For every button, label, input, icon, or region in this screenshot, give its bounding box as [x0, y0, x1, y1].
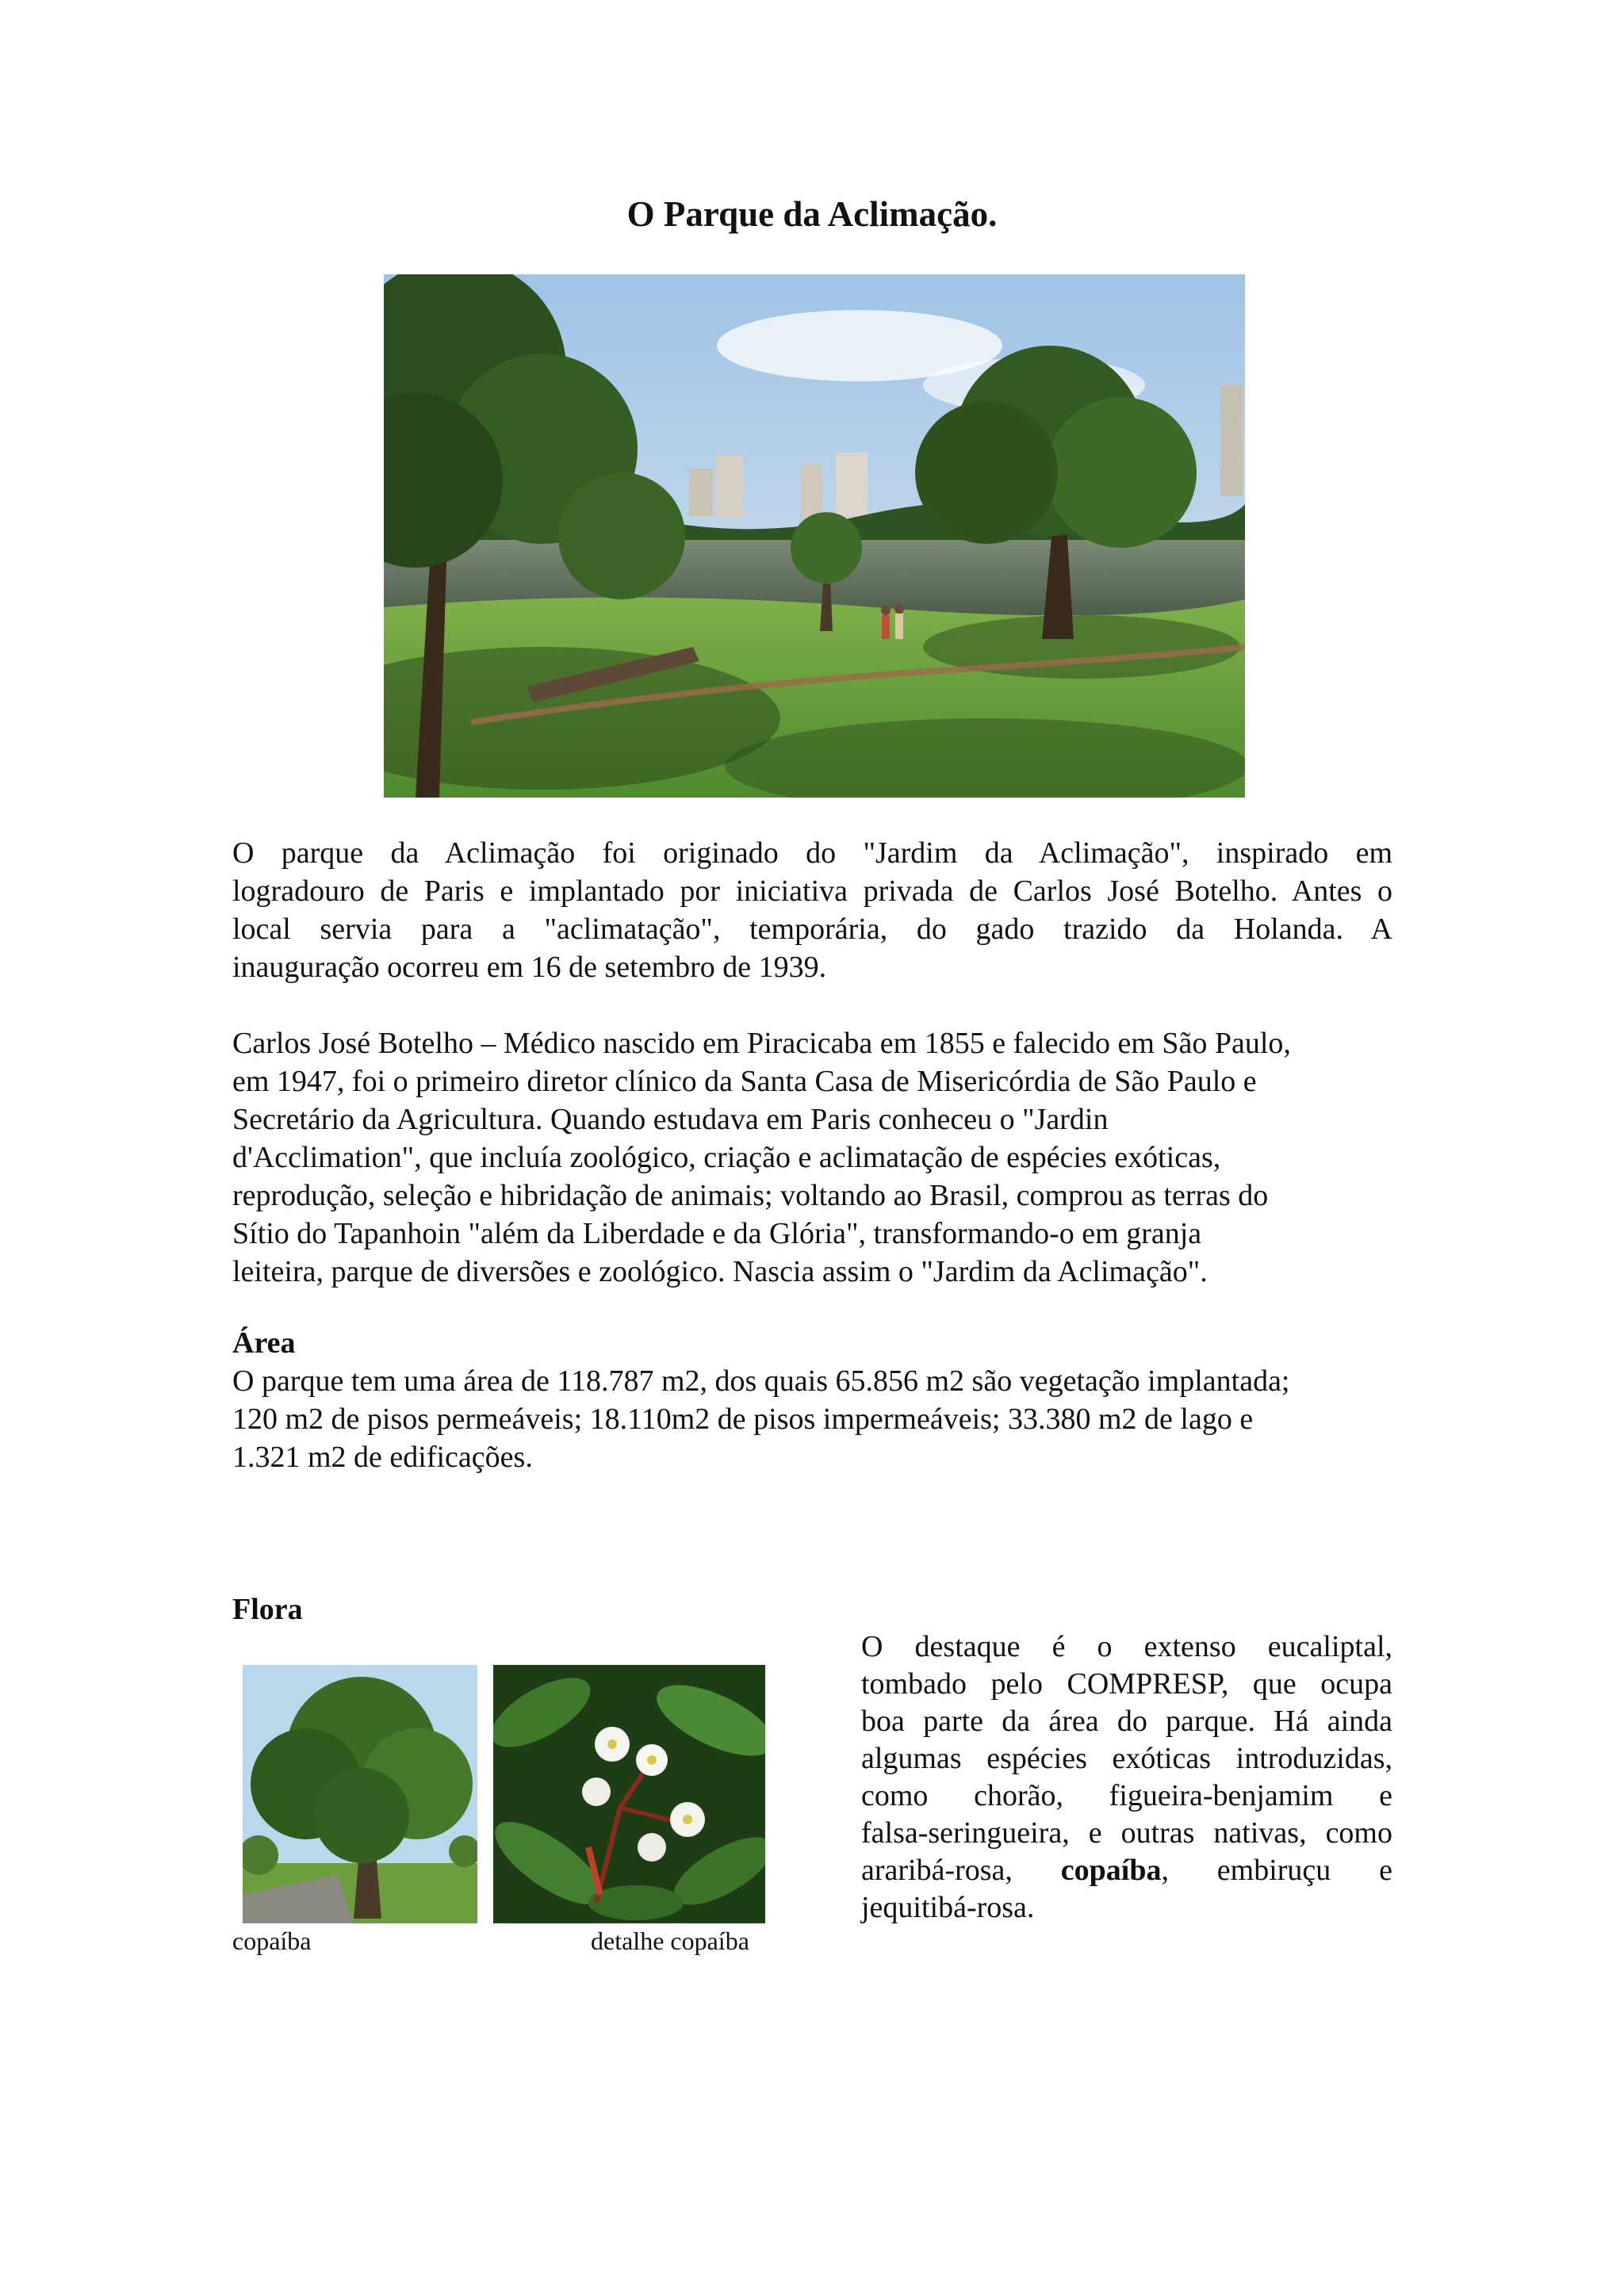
- caption-copaiba: copaíba: [232, 1927, 312, 1955]
- flora-line: jequitibá-rosa.: [861, 1891, 1035, 1924]
- flora-line: falsa-seringueira, e outras nativas, como: [861, 1816, 1392, 1850]
- flora-line: boa parte da área do parque. Há ainda: [861, 1705, 1392, 1738]
- botelho-paragraph: [232, 1024, 1392, 1291]
- park-photo: [384, 274, 1245, 798]
- copaiba-detail-photo: [493, 1665, 765, 1923]
- caption-detalhe-copaiba: detalhe copaíba: [591, 1927, 749, 1955]
- botelho-line: d'Acclimation", que incluía zoológico, criação e aclimatação de espécies exóticas,: [232, 1141, 1221, 1174]
- intro-line: logradouro de Paris e implantado por iniciativa privada de Carlos José Botelho. Antes o: [232, 874, 1392, 908]
- botelho-line: reprodução, seleção e hibridação de animais; voltando ao Brasil, comprou as terras do: [232, 1179, 1269, 1212]
- copaiba-tree-image: [243, 1665, 477, 1923]
- flora-line: como chorão, figueira-benjamim e: [861, 1779, 1392, 1812]
- area-line: 1.321 m2 de edificações.: [232, 1441, 533, 1474]
- intro-paragraph: [232, 834, 1392, 986]
- flora-heading: Flora: [232, 1593, 303, 1626]
- flora-line: tombado pelo COMPRESP, que ocupa: [861, 1667, 1392, 1701]
- botelho-line: Secretário da Agricultura. Quando estudava em Paris conheceu o "Jardin: [232, 1103, 1109, 1136]
- page-title: O Parque da Aclimação.: [626, 194, 998, 234]
- flora-line: O destaque é o extenso eucaliptal,: [861, 1630, 1392, 1663]
- area-line: O parque tem uma área de 118.787 m2, dos quais 65.856 m2 são vegetação implantada;: [232, 1364, 1290, 1398]
- copaiba-flower-image: [493, 1665, 765, 1923]
- area-section: [232, 1324, 1392, 1476]
- flora-text-before-bold: araribá-rosa,: [861, 1854, 1061, 1887]
- intro-line: local servia para a "aclimatação", temporária, do gado trazido da Holanda. A: [232, 913, 1392, 946]
- intro-line: inauguração ocorreu em 16 de setembro de 1939.: [232, 951, 827, 984]
- botelho-line: Sítio do Tapanhoin "além da Liberdade e da Glória", transformando-o em granja: [232, 1217, 1202, 1250]
- copaiba-tree-photo: [243, 1665, 477, 1923]
- flora-line: [861, 1852, 1392, 1889]
- botelho-line: leiteira, parque de diversões e zoológico. Nascia assim o "Jardim da Aclimação".: [232, 1255, 1208, 1288]
- area-line: 120 m2 de pisos permeáveis; 18.110m2 de pisos impermeáveis; 33.380 m2 de lago e: [232, 1402, 1254, 1436]
- park-lake-image: [384, 274, 1245, 798]
- flora-paragraph: [861, 1628, 1392, 1927]
- flora-line: algumas espécies exóticas introduzidas,: [861, 1742, 1392, 1775]
- flora-text-after-bold: , embiruçu e: [1161, 1854, 1392, 1887]
- flora-bold-copaiba: copaíba: [1060, 1854, 1162, 1887]
- area-heading: Área: [232, 1326, 296, 1360]
- botelho-line: em 1947, foi o primeiro diretor clínico da Santa Casa de Misericórdia de São Paulo e: [232, 1065, 1257, 1098]
- botelho-line: Carlos José Botelho – Médico nascido em Piracicaba em 1855 e falecido em São Paulo,: [232, 1027, 1291, 1060]
- intro-line: O parque da Aclimação foi originado do "Jardim da Aclimação", inspirado em: [232, 836, 1392, 870]
